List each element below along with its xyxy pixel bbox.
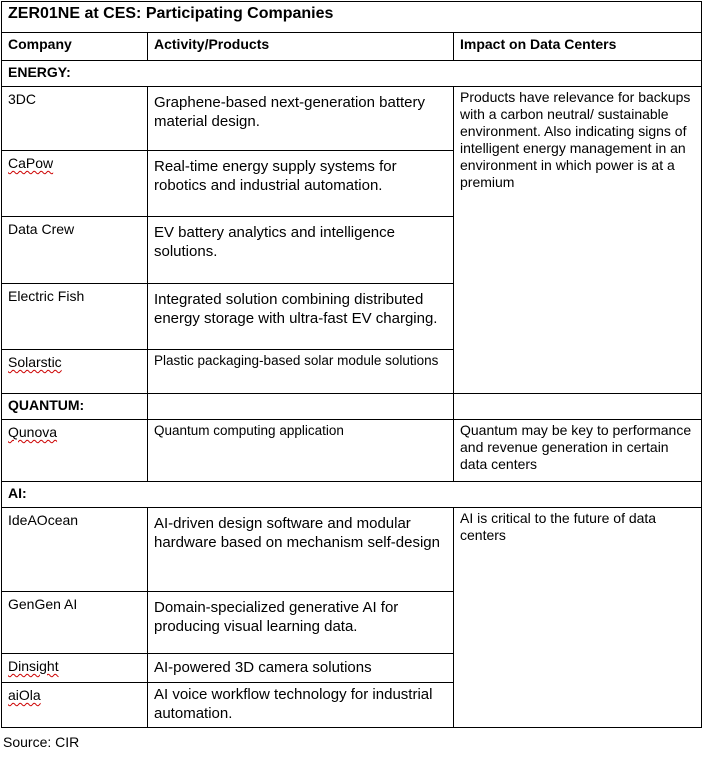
impact-ai: AI is critical to the future of data centers: [454, 508, 702, 728]
table-row: [2, 508, 702, 592]
section-row-ai: [2, 482, 702, 508]
activity-text: AI-driven design software and modular hardware based on mechanism self-design: [148, 508, 454, 592]
company-name-text: Solarstic: [8, 354, 62, 370]
activity-text: Domain-specialized generative AI for producing visual learning data.: [148, 592, 454, 654]
company-name-text: aiOla: [8, 687, 41, 703]
company-name: IdeAOcean: [2, 508, 148, 592]
impact-quantum: Quantum may be key to performance and revenue generation in certain data centers: [454, 420, 702, 482]
header-activity: Activity/Products: [148, 33, 454, 61]
company-name: [2, 350, 148, 394]
company-name: [2, 654, 148, 683]
section-label-quantum: QUANTUM:: [2, 394, 148, 420]
empty-cell: [148, 394, 454, 420]
activity-text: EV battery analytics and intelligence solutions.: [148, 217, 454, 284]
activity-text: Quantum computing application: [148, 420, 454, 482]
header-row: [2, 33, 702, 61]
company-name: 3DC: [2, 87, 148, 151]
title-row: [2, 2, 702, 33]
company-name: Electric Fish: [2, 284, 148, 350]
participating-companies-table: [1, 1, 702, 728]
table-title: ZER01NE at CES: Participating Companies: [2, 2, 702, 33]
activity-text: Graphene-based next-generation battery material design.: [148, 87, 454, 151]
company-name-text: Dinsight: [8, 658, 59, 674]
activity-text: Integrated solution combining distributed energy storage with ultra-fast EV charging.: [148, 284, 454, 350]
company-name: GenGen AI: [2, 592, 148, 654]
section-label-energy: ENERGY:: [2, 61, 702, 87]
activity-text: Real-time energy supply systems for robotics and industrial automation.: [148, 151, 454, 217]
table-row: [2, 420, 702, 482]
empty-cell: [454, 394, 702, 420]
company-name: [2, 151, 148, 217]
activity-text: AI voice workflow technology for industrial automation.: [148, 683, 454, 728]
activity-text: AI-powered 3D camera solutions: [148, 654, 454, 683]
company-name-text: CaPow: [8, 155, 54, 171]
company-name: [2, 420, 148, 482]
header-company: Company: [2, 33, 148, 61]
company-name-text: Qunova: [8, 424, 58, 440]
source-note: Source: CIR: [3, 734, 80, 750]
company-name: [2, 683, 148, 728]
company-name: Data Crew: [2, 217, 148, 284]
table-row: [2, 87, 702, 151]
section-label-ai: AI:: [2, 482, 702, 508]
header-impact: Impact on Data Centers: [454, 33, 702, 61]
section-row-energy: [2, 61, 702, 87]
section-row-quantum: [2, 394, 702, 420]
activity-text: Plastic packaging-based solar module solutions: [148, 350, 454, 394]
impact-energy: Products have relevance for backups with a carbon neutral/ sustainable environment. Also indicating signs of intelligent energy management in an environment in which power is at a premium: [454, 87, 702, 394]
